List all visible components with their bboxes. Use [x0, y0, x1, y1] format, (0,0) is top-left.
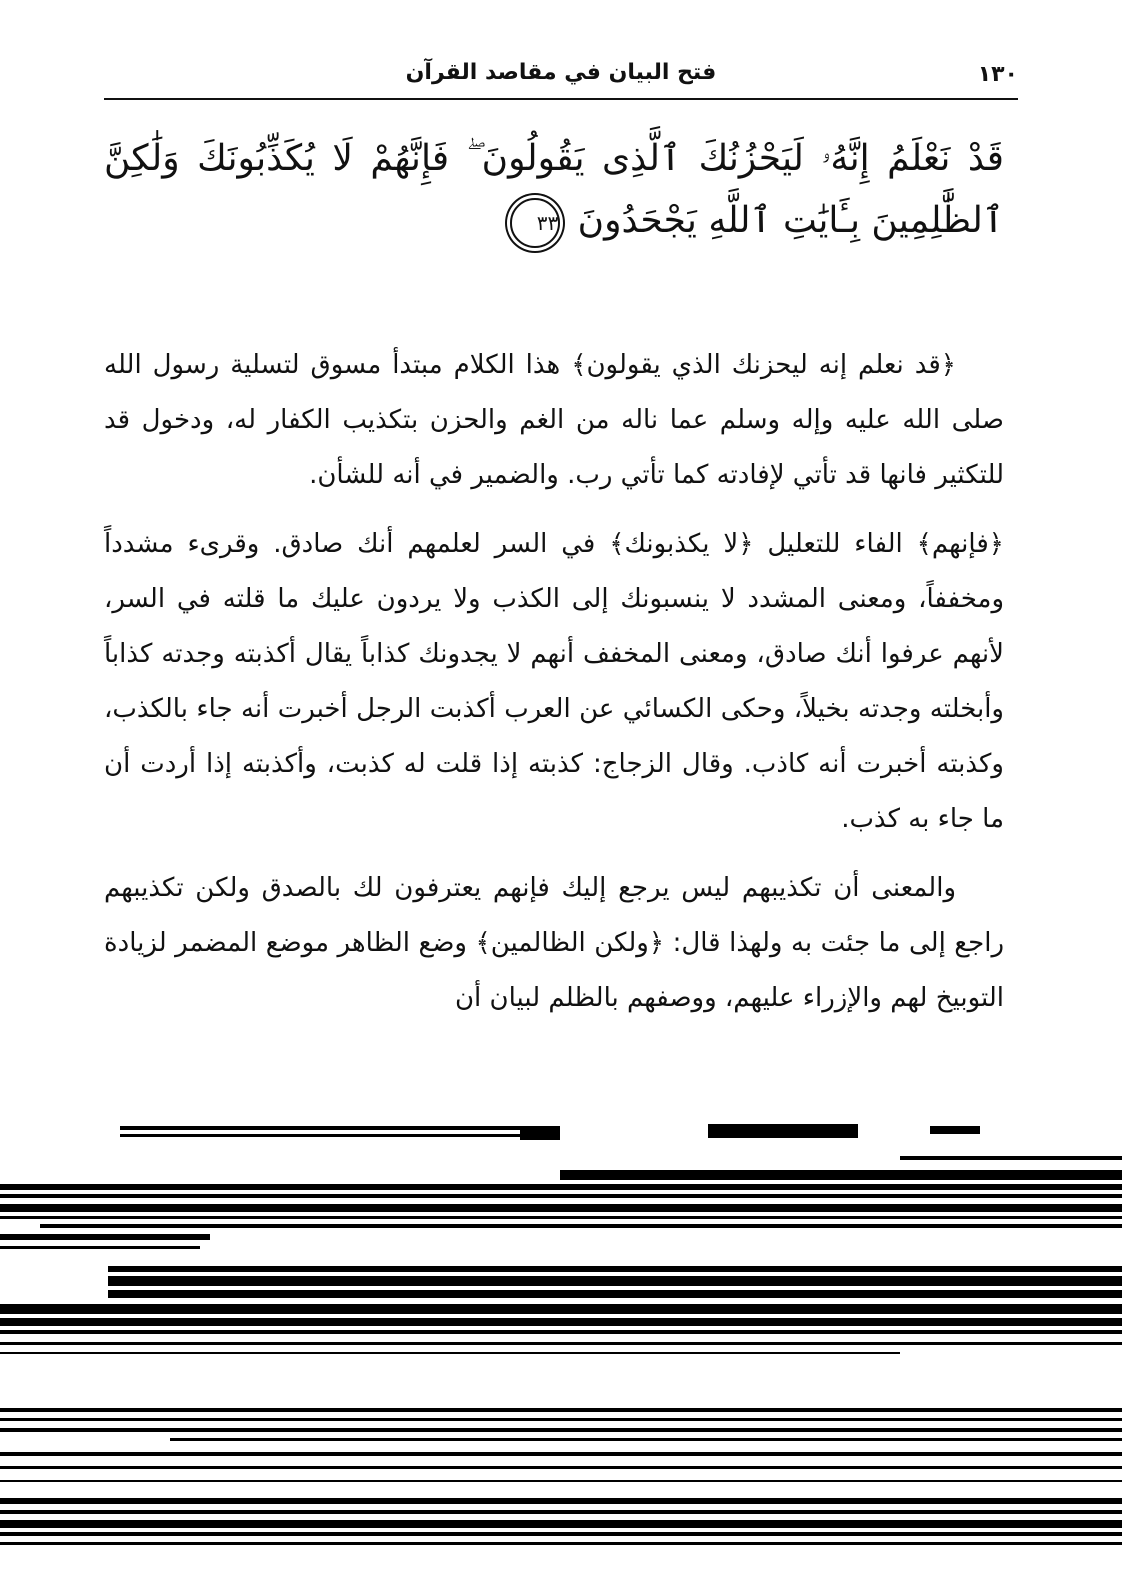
commentary-paragraph-2: ﴿فإنهم﴾ الفاء للتعليل ﴿لا يكذبونك﴾ في السر لعلمهم أنك صادق. وقرىء مشدداً ومخففاً، ومعنى المشدد لا ينسبونك إلى الكذب ولا يردون عليك ما قلته في السر، لأنهم عرفوا أنك صادق، ومعنى المخفف أنهم لا يجدونك كذاباً يقال أكذبته وجدته كذاباً وأبخلته وجدته بخيلاً، وحكى الكسائي عن العرب أكذبت الرجل أخبرت أنه جاء بالكذب، وكذبته أخبرت أنه كاذب. وقال الزجاج: كذبته إذا قلت له كذبت، وأكذبته إذا أردت أن ما جاء به كذب.: [104, 529, 1004, 834]
scan-streak: [0, 1216, 1122, 1219]
scan-streak: [0, 1318, 1122, 1326]
page-number: ١٣٠: [977, 62, 1018, 87]
scan-artifact-region: [0, 1118, 1122, 1573]
commentary-body: [104, 338, 1004, 1040]
scan-streak: [0, 1466, 1122, 1469]
scan-streak: [0, 1194, 1122, 1198]
scan-streak: [0, 1510, 1122, 1514]
scan-streak: [0, 1330, 1122, 1334]
scan-streak: [0, 1520, 1122, 1528]
scan-streak: [930, 1126, 980, 1134]
scan-streak: [170, 1438, 1122, 1441]
scan-streak: [0, 1234, 210, 1240]
scan-streak: [0, 1532, 1122, 1536]
verse-text: قَدْ نَعْلَمُ إِنَّهُۥ لَيَحْزُنُكَ ٱلَّذِى يَقُولُونَ ۖ فَإِنَّهُمْ لَا يُكَذِّبُونَكَ وَلَٰكِنَّ ٱلظَّٰلِمِينَ بِـَٔايَٰتِ ٱللَّهِ يَجْحَدُونَ: [104, 138, 1004, 241]
scan-streak: [0, 1408, 1122, 1412]
scan-streak: [108, 1266, 1122, 1272]
quran-verse: [104, 128, 1004, 252]
commentary-paragraph-1: ﴿قد نعلم إنه ليحزنك الذي يقولون﴾ هذا الكلام مبتدأ مسوق لتسلية رسول الله صلى الله عليه وإله وسلم عما ناله من الغم والحزن بتكذيب الكفار له، ودخول قد للتكثير فانها قد تأتي لإفادته كما تأتي رب. والضمير في أنه للشأن.: [104, 350, 1004, 490]
scan-streak: [108, 1290, 1122, 1298]
scan-streak: [520, 1128, 560, 1140]
scan-streak: [0, 1498, 1122, 1504]
ayah-number-marker: ٣٣: [510, 198, 560, 248]
scan-streak: [900, 1156, 1122, 1160]
scan-streak: [708, 1124, 858, 1138]
scan-streak: [0, 1304, 1122, 1314]
scan-streak: [108, 1276, 1122, 1286]
scan-streak: [0, 1246, 200, 1249]
scan-streak: [0, 1452, 1122, 1456]
scan-streak: [40, 1224, 1122, 1228]
scan-streak: [560, 1170, 1122, 1180]
scan-streak: [0, 1428, 1122, 1432]
page-header: [104, 48, 1018, 100]
scan-streak: [120, 1134, 560, 1137]
commentary-paragraph-3: والمعنى أن تكذيبهم ليس يرجع إليك فإنهم يعترفون لك بالصدق ولكن تكذيبهم راجع إلى ما جئت به ولهذا قال: ﴿ولكن الظالمين﴾ وضع الظاهر موضع المضمر لزيادة التوبيخ لهم والإزراء عليهم، ووصفهم بالظلم لبيان أن: [104, 873, 1004, 1013]
scan-streak: [0, 1542, 1122, 1545]
scan-streak: [0, 1184, 1122, 1190]
running-title: فتح البيان في مقاصد القرآن: [405, 60, 717, 85]
scan-streak: [0, 1480, 1122, 1482]
scan-streak: [0, 1342, 1122, 1345]
scan-streak: [0, 1418, 1122, 1421]
scan-streak: [120, 1126, 560, 1130]
scan-streak: [0, 1204, 1122, 1212]
scan-streak: [0, 1352, 900, 1354]
